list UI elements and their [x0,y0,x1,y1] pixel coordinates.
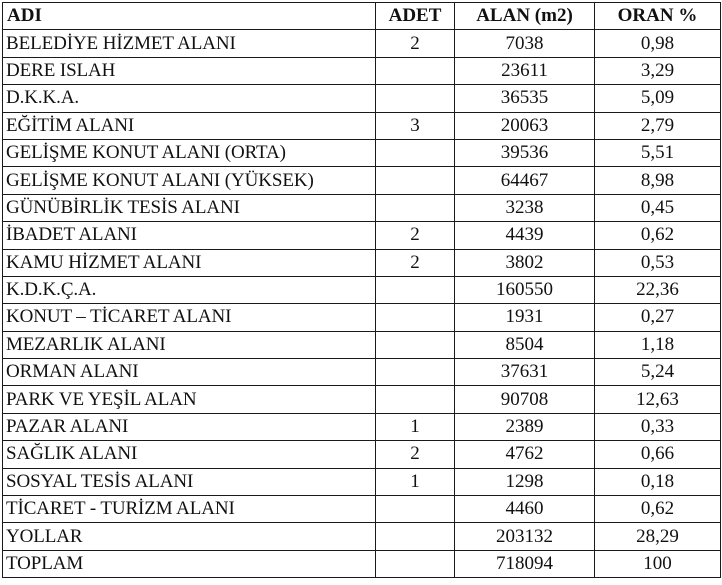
cell-name: KAMU HİZMET ALANI [3,249,376,276]
cell-ratio: 28,29 [595,523,721,550]
total-name: TOPLAM [3,550,376,577]
table-row [3,441,721,468]
cell-area: 1931 [455,304,595,331]
table-row [3,85,721,112]
cell-count [376,496,455,523]
cell-ratio: 5,51 [595,139,721,166]
cell-name: D.K.K.A. [3,85,376,112]
cell-name: YOLLAR [3,523,376,550]
cell-ratio: 0,18 [595,468,721,495]
cell-area: 7038 [455,30,595,57]
cell-ratio: 12,63 [595,386,721,413]
cell-count [376,331,455,358]
cell-name: SOSYAL TESİS ALANI [3,468,376,495]
table-row [3,112,721,139]
cell-area: 1298 [455,468,595,495]
cell-name: PAZAR ALANI [3,413,376,440]
header-ratio: ORAN % [595,3,721,30]
cell-count [376,139,455,166]
cell-name: EĞİTİM ALANI [3,112,376,139]
cell-name: K.D.K.Ç.A. [3,276,376,303]
cell-ratio: 1,18 [595,331,721,358]
header-name: ADI [3,3,376,30]
table-row [3,359,721,386]
cell-name: SAĞLIK ALANI [3,441,376,468]
cell-area: 3802 [455,249,595,276]
cell-name: GELİŞME KONUT ALANI (ORTA) [3,139,376,166]
cell-count [376,57,455,84]
header-area: ALAN (m2) [455,3,595,30]
cell-area: 2389 [455,413,595,440]
table-row [3,139,721,166]
table-row [3,30,721,57]
cell-ratio: 5,24 [595,359,721,386]
cell-count [376,523,455,550]
cell-ratio: 5,09 [595,85,721,112]
cell-area: 8504 [455,331,595,358]
table-row [3,304,721,331]
cell-count [376,85,455,112]
table-header-row [3,3,721,30]
cell-count [376,359,455,386]
cell-count [376,194,455,221]
cell-ratio: 0,33 [595,413,721,440]
cell-area: 20063 [455,112,595,139]
cell-ratio: 0,66 [595,441,721,468]
table-row [3,413,721,440]
table-row [3,276,721,303]
cell-name: GELİŞME KONUT ALANI (YÜKSEK) [3,167,376,194]
cell-count [376,304,455,331]
cell-ratio: 0,62 [595,496,721,523]
cell-ratio: 0,53 [595,249,721,276]
cell-count: 2 [376,249,455,276]
cell-name: İBADET ALANI [3,222,376,249]
table-row [3,167,721,194]
total-ratio: 100 [595,550,721,577]
cell-count [376,167,455,194]
cell-name: BELEDİYE HİZMET ALANI [3,30,376,57]
cell-area: 3238 [455,194,595,221]
cell-ratio: 8,98 [595,167,721,194]
total-row [3,550,721,577]
cell-name: ORMAN ALANI [3,359,376,386]
cell-area: 36535 [455,85,595,112]
cell-name: GÜNÜBİRLİK TESİS ALANI [3,194,376,221]
cell-count [376,386,455,413]
table-row [3,468,721,495]
cell-area: 90708 [455,386,595,413]
cell-name: KONUT – TİCARET ALANI [3,304,376,331]
cell-area: 4439 [455,222,595,249]
cell-count: 2 [376,441,455,468]
table-row [3,194,721,221]
cell-name: TİCARET - TURİZM ALANI [3,496,376,523]
cell-area: 4762 [455,441,595,468]
cell-area: 37631 [455,359,595,386]
cell-ratio: 3,29 [595,57,721,84]
cell-ratio: 0,27 [595,304,721,331]
cell-count: 2 [376,222,455,249]
cell-area: 4460 [455,496,595,523]
cell-name: PARK VE YEŞİL ALAN [3,386,376,413]
land-use-table [2,2,721,578]
cell-ratio: 0,62 [595,222,721,249]
cell-area: 203132 [455,523,595,550]
cell-ratio: 0,98 [595,30,721,57]
cell-ratio: 0,45 [595,194,721,221]
total-count [376,550,455,577]
table-row [3,249,721,276]
cell-area: 160550 [455,276,595,303]
cell-count: 1 [376,468,455,495]
cell-count: 2 [376,30,455,57]
cell-count [376,276,455,303]
total-area: 718094 [455,550,595,577]
cell-count: 3 [376,112,455,139]
cell-count: 1 [376,413,455,440]
table-row [3,57,721,84]
table-row [3,523,721,550]
table-row [3,331,721,358]
table-row [3,222,721,249]
table-row [3,496,721,523]
cell-area: 64467 [455,167,595,194]
header-count: ADET [376,3,455,30]
table-row [3,386,721,413]
cell-name: DERE ISLAH [3,57,376,84]
cell-name: MEZARLIK ALANI [3,331,376,358]
cell-area: 23611 [455,57,595,84]
cell-area: 39536 [455,139,595,166]
cell-ratio: 22,36 [595,276,721,303]
cell-ratio: 2,79 [595,112,721,139]
